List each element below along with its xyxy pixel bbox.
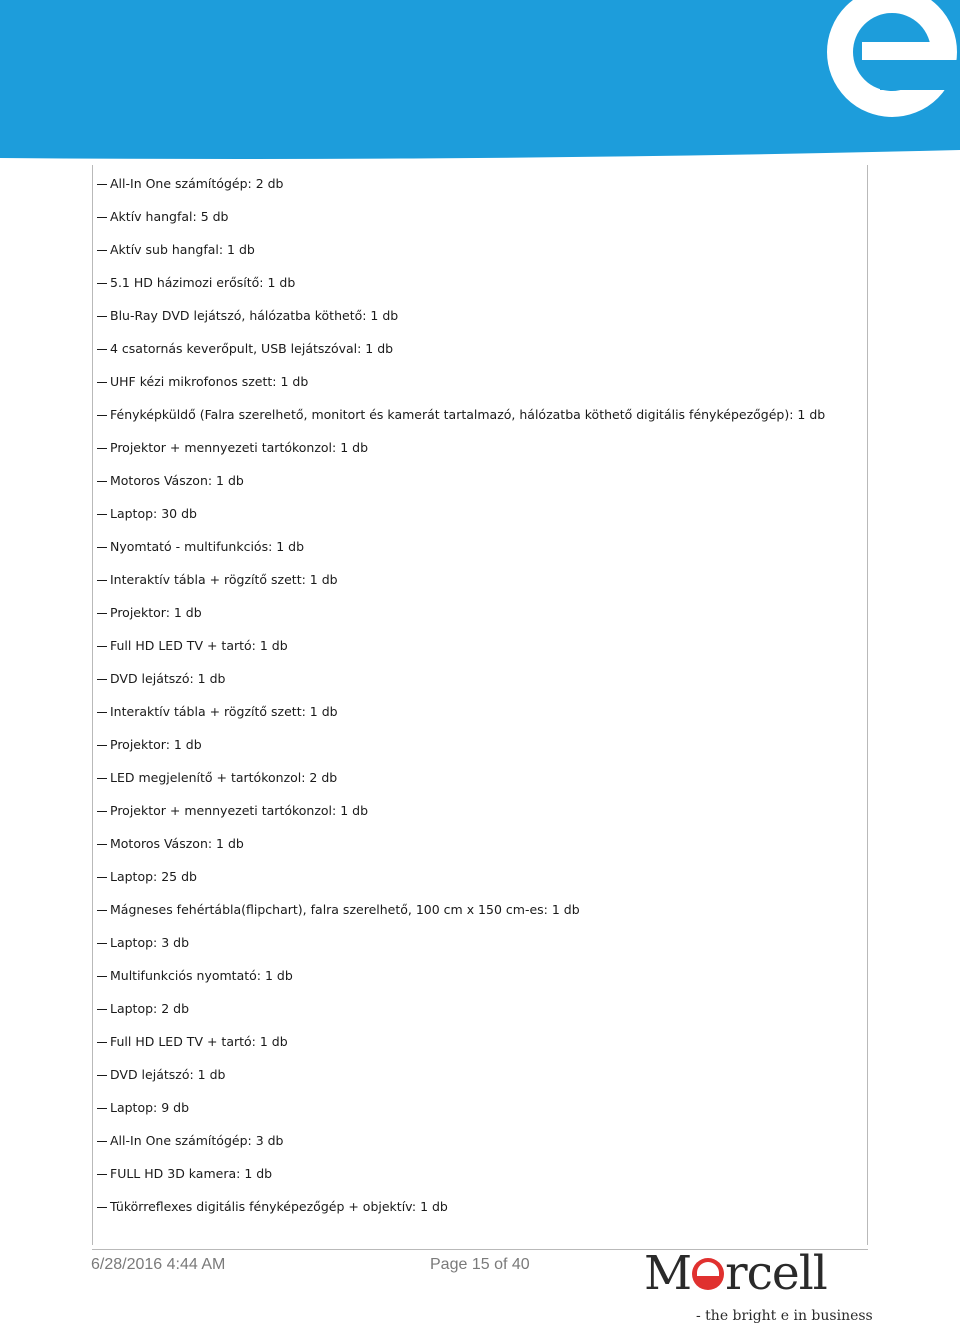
list-item — [97, 966, 857, 999]
list-item-text: Full HD LED TV + tartó: 1 db — [110, 638, 288, 653]
dash-bullet-icon — [97, 1207, 107, 1209]
list-item-text: Laptop: 30 db — [110, 506, 197, 521]
dash-bullet-icon — [97, 943, 107, 945]
list-item — [97, 735, 857, 768]
list-item — [97, 471, 857, 504]
dash-bullet-icon — [97, 679, 107, 681]
logo-text-before: M — [644, 1246, 692, 1301]
logo-text-after: rcell — [725, 1246, 827, 1301]
equipment-list — [97, 174, 857, 1230]
dash-bullet-icon — [97, 910, 107, 912]
dash-bullet-icon — [97, 580, 107, 582]
content-frame-right-rule — [867, 165, 868, 1245]
list-item-text: Interaktív tábla + rögzítő szett: 1 db — [110, 572, 338, 587]
list-item — [97, 438, 857, 471]
dash-bullet-icon — [97, 811, 107, 813]
list-item — [97, 867, 857, 900]
list-item-text: Aktív sub hangfal: 1 db — [110, 242, 255, 257]
list-item — [97, 933, 857, 966]
page-total: 40 — [511, 1256, 530, 1273]
dash-bullet-icon — [97, 613, 107, 615]
list-item-text: Laptop: 9 db — [110, 1100, 190, 1115]
list-item-text: DVD lejátszó: 1 db — [110, 1067, 226, 1082]
dash-bullet-icon — [97, 712, 107, 714]
list-item — [97, 1197, 857, 1230]
list-item-text: Motoros Vászon: 1 db — [110, 836, 244, 851]
list-item-text: 4 csatornás keverőpult, USB lejátszóval: 1 db — [110, 341, 394, 356]
banner-shape — [0, 0, 960, 159]
list-item — [97, 636, 857, 669]
dash-bullet-icon — [97, 217, 107, 219]
list-item-text: Mágneses fehértábla(flipchart), falra szerelhető, 100 cm x 150 cm-es: 1 db — [110, 902, 580, 917]
header-banner — [0, 0, 960, 162]
dash-bullet-icon — [97, 745, 107, 747]
list-item — [97, 504, 857, 537]
list-item-text: 5.1 HD házimozi erősítő: 1 db — [110, 275, 296, 290]
list-item-text: LED megjelenítő + tartókonzol: 2 db — [110, 770, 338, 785]
list-item — [97, 240, 857, 273]
dash-bullet-icon — [97, 481, 107, 483]
list-item-text: Nyomtató - multifunkciós: 1 db — [110, 539, 305, 554]
list-item-text: Laptop: 25 db — [110, 869, 197, 884]
page-prefix: Page — [430, 1256, 468, 1273]
list-item — [97, 570, 857, 603]
list-item-text: Projektor: 1 db — [110, 737, 202, 752]
list-item-text: All-In One számítógép: 2 db — [110, 176, 284, 191]
marcell-logo — [640, 1246, 873, 1328]
list-item — [97, 273, 857, 306]
dash-bullet-icon — [97, 547, 107, 549]
list-item-text: Aktív hangfal: 5 db — [110, 209, 229, 224]
list-item — [97, 537, 857, 570]
list-item — [97, 1032, 857, 1065]
list-item — [97, 768, 857, 801]
dash-bullet-icon — [97, 514, 107, 516]
footer-page-number — [430, 1256, 530, 1274]
dash-bullet-icon — [97, 184, 107, 186]
list-item-text: All-In One számítógép: 3 db — [110, 1133, 284, 1148]
dash-bullet-icon — [97, 283, 107, 285]
list-item-text: Laptop: 3 db — [110, 935, 190, 950]
dash-bullet-icon — [97, 1141, 107, 1143]
dash-bullet-icon — [97, 250, 107, 252]
list-item-text: Projektor + mennyezeti tartókonzol: 1 db — [110, 803, 369, 818]
list-item-text: UHF kézi mikrofonos szett: 1 db — [110, 374, 309, 389]
list-item-text: Motoros Vászon: 1 db — [110, 473, 244, 488]
list-item-text: FULL HD 3D kamera: 1 db — [110, 1166, 273, 1181]
logo-e-icon — [691, 1257, 725, 1291]
list-item-text: Fényképküldő (Falra szerelhető, monitort és kamerát tartalmazó, hálózatba köthető digitális fényképezőgép): 1 db — [110, 407, 826, 422]
list-item-text: Projektor + mennyezeti tartókonzol: 1 db — [110, 440, 369, 455]
list-item — [97, 1098, 857, 1131]
list-item — [97, 702, 857, 735]
list-item — [97, 999, 857, 1032]
dash-bullet-icon — [97, 778, 107, 780]
page-current: 15 — [471, 1256, 490, 1273]
dash-bullet-icon — [97, 448, 107, 450]
dash-bullet-icon — [97, 349, 107, 351]
list-item-text: Laptop: 2 db — [110, 1001, 190, 1016]
dash-bullet-icon — [97, 1108, 107, 1110]
dash-bullet-icon — [97, 844, 107, 846]
logo-tagline: - the bright e in business — [696, 1308, 873, 1324]
dash-bullet-icon — [97, 976, 107, 978]
dash-bullet-icon — [97, 646, 107, 648]
dash-bullet-icon — [97, 415, 107, 417]
list-item-text: Blu-Ray DVD lejátszó, hálózatba köthető: 1 db — [110, 308, 399, 323]
list-item-text: Multifunkciós nyomtató: 1 db — [110, 968, 293, 983]
dash-bullet-icon — [97, 382, 107, 384]
list-item-text: Tükörreflexes digitális fényképezőgép + objektív: 1 db — [110, 1199, 448, 1214]
dash-bullet-icon — [97, 1174, 107, 1176]
dash-bullet-icon — [97, 1042, 107, 1044]
list-item-text: Full HD LED TV + tartó: 1 db — [110, 1034, 288, 1049]
dash-bullet-icon — [97, 1009, 107, 1011]
list-item — [97, 834, 857, 867]
list-item — [97, 603, 857, 636]
list-item-text: DVD lejátszó: 1 db — [110, 671, 226, 686]
dash-bullet-icon — [97, 877, 107, 879]
dash-bullet-icon — [97, 1075, 107, 1077]
equipment-list-section — [97, 174, 857, 1230]
list-item — [97, 306, 857, 339]
list-item-text: Projektor: 1 db — [110, 605, 202, 620]
list-item — [97, 339, 857, 372]
footer-date: 6/28/2016 4:44 AM — [91, 1256, 226, 1273]
content-frame-left-rule — [92, 165, 93, 1245]
list-item-text: Interaktív tábla + rögzítő szett: 1 db — [110, 704, 338, 719]
list-item — [97, 174, 857, 207]
list-item — [97, 405, 857, 438]
list-item — [97, 207, 857, 240]
list-item — [97, 1065, 857, 1098]
list-item — [97, 372, 857, 405]
list-item — [97, 669, 857, 702]
list-item — [97, 1131, 857, 1164]
logo-wordmark — [644, 1246, 827, 1301]
list-item — [97, 900, 857, 933]
list-item — [97, 801, 857, 834]
page-of: of — [494, 1256, 508, 1273]
list-item — [97, 1164, 857, 1197]
dash-bullet-icon — [97, 316, 107, 318]
